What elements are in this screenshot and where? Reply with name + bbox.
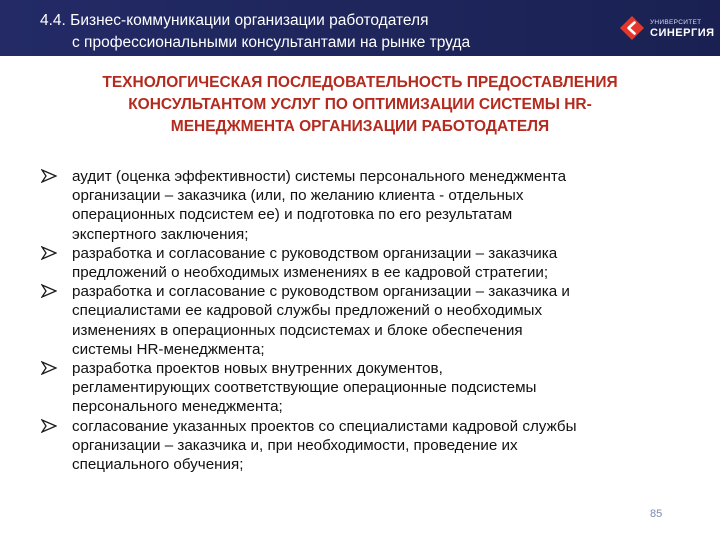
page-number: 85 [650, 508, 663, 520]
bullet-line: экспертного заключения; [72, 225, 249, 243]
bullet-line: предложений о необходимых изменениях в ее кадровой стратегии; [72, 264, 549, 282]
logo-synergy-label: СИНЕРГИЯ [650, 27, 715, 39]
slide-header [0, 0, 720, 56]
bullet-item-strategy [40, 244, 688, 282]
arrowhead-bullet-icon [41, 361, 57, 375]
bullet-line: организации – заказчика (или, по желанию клиента - отдельных [72, 187, 524, 205]
arrowhead-bullet-icon [41, 169, 57, 183]
header-title-line-2: с профессиональными консультантами на рынке труда [72, 34, 471, 51]
arrowhead-bullet-icon [41, 246, 57, 260]
arrowhead-bullet-icon [41, 284, 57, 298]
bullet-line: организации – заказчика и, при необходимости, проведение их [72, 436, 518, 454]
bullet-line: системы HR-менеджмента; [72, 340, 265, 358]
slide-title [40, 72, 680, 138]
bullet-line: разработка и согласование с руководством организации – заказчика [72, 244, 558, 262]
synergy-logo-icon [620, 16, 644, 40]
bullet-line: операционных подсистем ее) и подготовка по его результатам [72, 206, 513, 224]
arrowhead-bullet-icon [41, 419, 57, 433]
bullet-line: регламентирующих соответствующие операционные подсистемы [72, 379, 537, 397]
bullet-line: разработка и согласование с руководством организации – заказчика и [72, 283, 570, 301]
slide-title-line-2: КОНСУЛЬТАНТОМ УСЛУГ ПО ОПТИМИЗАЦИИ СИСТЕМЫ HR- [128, 96, 592, 113]
slide-title-line-3: МЕНЕДЖМЕНТА ОРГАНИЗАЦИИ РАБОТОДАТЕЛЯ [170, 118, 550, 135]
bullet-line: специального обучения; [72, 456, 244, 474]
bullet-line: персонального менеджмента; [72, 398, 283, 416]
bullet-list [40, 167, 688, 474]
slide-title-line-1: ТЕХНОЛОГИЧЕСКАЯ ПОСЛЕДОВАТЕЛЬНОСТЬ ПРЕДОСТАВЛЕНИЯ [102, 74, 618, 91]
bullet-line: согласование указанных проектов со специалистами кадровой службы [72, 417, 577, 435]
logo-university-label: УНИВЕРСИТЕТ [650, 19, 702, 26]
header-title-line-1: 4.4. Бизнес-коммуникации организации работодателя [40, 12, 429, 29]
bullet-item-training [40, 417, 688, 475]
bullet-item-subsystems [40, 282, 688, 359]
bullet-line: аудит (оценка эффективности) системы персонального менеджмента [72, 168, 567, 185]
university-logo [620, 16, 715, 42]
bullet-line: специалистами ее кадровой службы предложений о необходимых [72, 302, 543, 320]
bullet-line: изменениях в операционных подсистемах и блоке обеспечения [72, 321, 523, 339]
bullet-item-audit [40, 167, 688, 244]
bullet-line: разработка проектов новых внутренних документов, [72, 360, 443, 378]
bullet-item-documents [40, 359, 688, 417]
